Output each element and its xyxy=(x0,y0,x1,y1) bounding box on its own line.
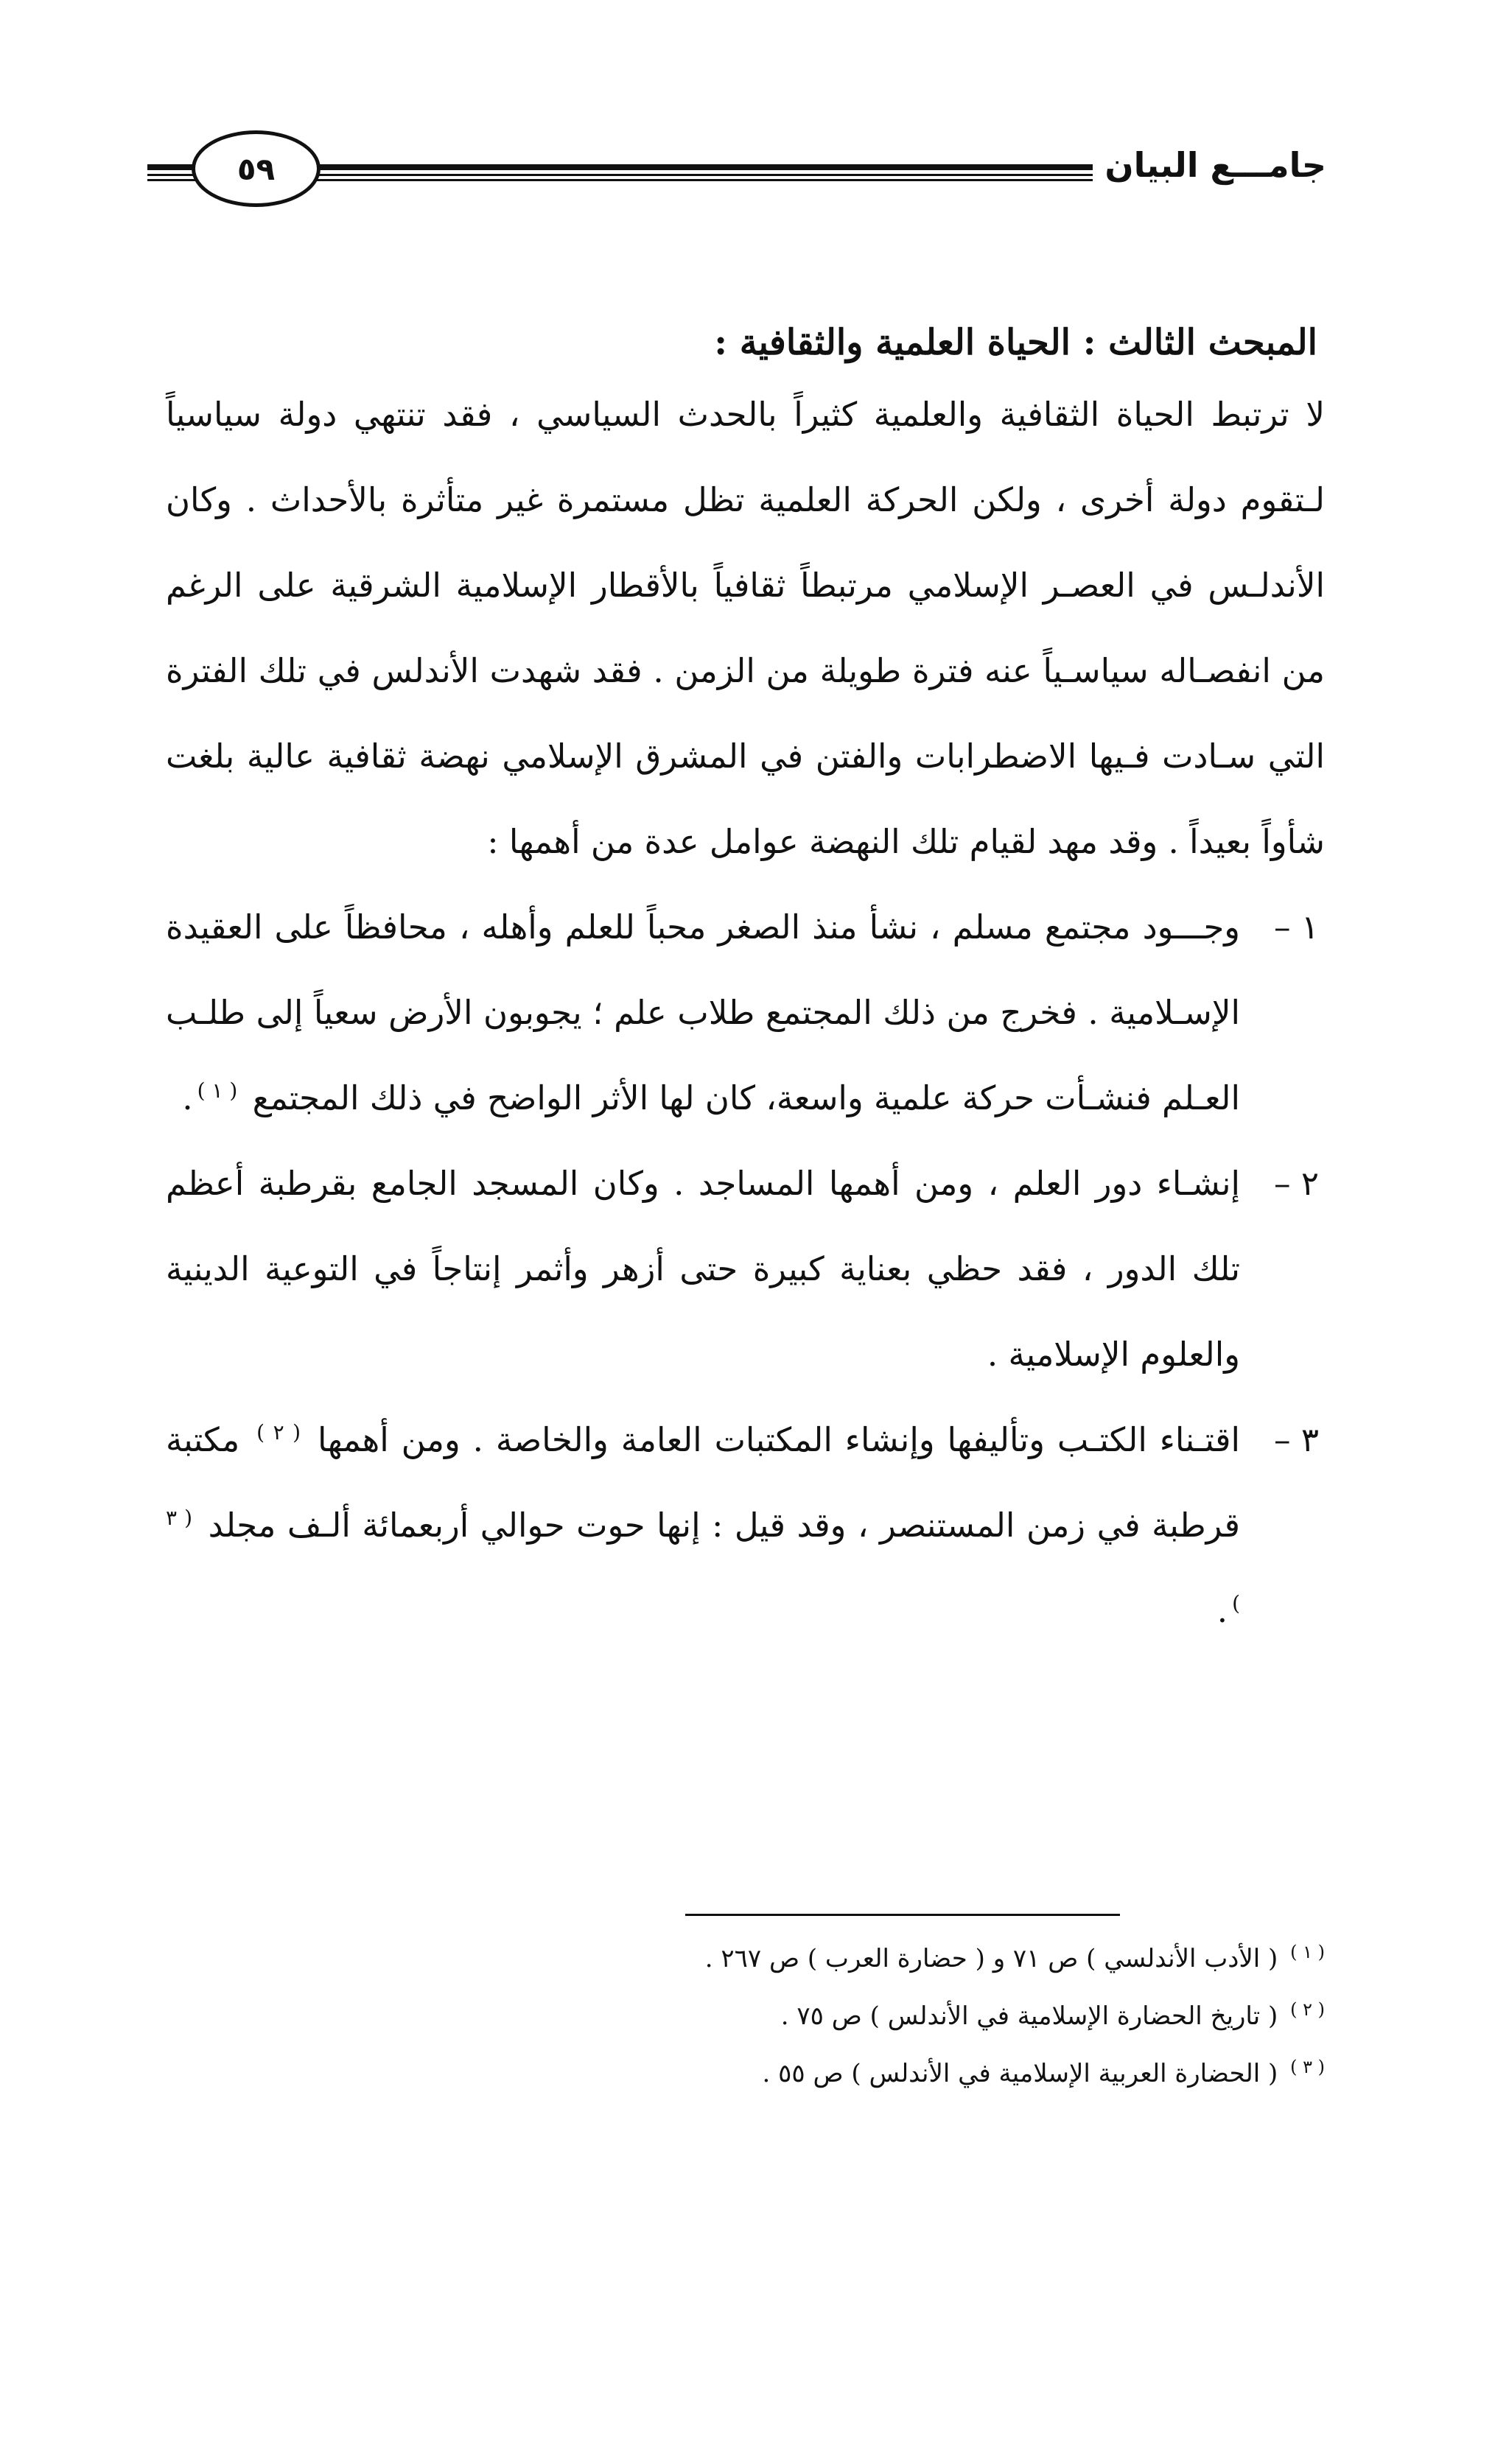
factors-list xyxy=(166,885,1325,1654)
list-item-text xyxy=(166,885,1240,1141)
list-item-body: اقتـناء الكتـب وتأليفها وإنشاء المكتبات العامة والخاصة . ومن أهمها xyxy=(318,1420,1241,1459)
page-header xyxy=(147,122,1326,225)
footnote-text: ( الأدب الأندلسي ) ص ٧١ و ( حضارة العرب ) ص ٢٦٧ . xyxy=(704,1944,1278,1973)
footnotes xyxy=(514,1930,1325,2102)
list-item xyxy=(166,1141,1325,1397)
footnote xyxy=(514,1930,1325,1987)
list-item-number: ١ – xyxy=(1274,908,1319,947)
section-heading: المبحث الثالث : الحياة العلمية والثقافية : xyxy=(714,322,1317,363)
footnote xyxy=(514,1987,1325,2045)
list-item-tail: . xyxy=(182,1078,193,1117)
footnote-text: ( تاريخ الحضارة الإسلامية في الأندلس ) ص ٧٥ . xyxy=(780,2001,1278,2031)
footnote-mark: ( ١ ) xyxy=(1290,1941,1325,1962)
footnote-text: ( الحضارة العربية الإسلامية في الأندلس ) ص ٥٥ . xyxy=(762,2059,1278,2088)
footnote-separator xyxy=(685,1914,1120,1916)
list-item-tail-end: . xyxy=(1216,1591,1228,1630)
intro-paragraph: لا ترتبط الحياة الثقافية والعلمية كثيراً بالحدث السياسي ، فقد تنتهي دولة سياسياً لـتقوم دولة أخرى ، ولكن الحركة العلمية تظل مستمرة غير متأثرة بالأحداث . وكان الأندلـس في العصـر الإسلامي مرتبطاً ثقافياً بالأقطار الإسلامية الشرقية على الرغم من انفصـاله سياسـياً عنه فترة طويلة من الزمن . فقد شهدت الأندلس في تلك الفترة التي سـادت فـيها الاضطرابات والفتن في المشرق الإسلامي نهضة ثقافية عالية بلغت شأواً بعيداً . وقد مهد لقيام تلك النهضة عوامل عدة من أهمها : xyxy=(166,395,1325,861)
list-item xyxy=(166,885,1325,1141)
list-item-text xyxy=(166,1141,1240,1397)
footnote-ref: ( ٢ ) xyxy=(256,1420,301,1445)
page-number: ٥٩ xyxy=(237,150,276,187)
main-content xyxy=(166,313,1325,1654)
list-item-number: ٢ – xyxy=(1274,1164,1319,1203)
footnote-ref: ( ١ ) xyxy=(197,1078,238,1103)
list-item xyxy=(166,1397,1325,1654)
list-item-body: وجـــود مجتمع مسلم ، نشأ منذ الصغر محباً للعلم وأهله ، محافظاً على العقيدة الإسـلامية . فخرج من ذلك المجتمع طلاب علم ؛ يجوبون الأرض سعياً إلى طلـب العـلم فنشـأت حركة علمية واسعة، كان لها الأثر الواضح في ذلك المجتمع xyxy=(166,908,1240,1117)
footnote-mark: ( ٢ ) xyxy=(1290,1998,1325,2020)
list-item-body: إنشـاء دور العلم ، ومن أهمها المساجد . وكان المسجد الجامع بقرطبة أعظم تلك الدور ، فقد حظي بعناية كبيرة حتى أزهر وأثمر إنتاجاً في التوعية الدينية والعلوم الإسلامية . xyxy=(166,1164,1240,1374)
footnote xyxy=(514,2045,1325,2102)
list-item-text xyxy=(166,1397,1240,1654)
list-item-tail: مكتبة قرطبة في زمن المستنصر ، وقد قيل : إنها حوت حوالي أربعمائة ألـف مجلد xyxy=(166,1420,1240,1545)
list-item-number: ٣ – xyxy=(1274,1420,1319,1459)
footnote-mark: ( ٣ ) xyxy=(1290,2056,1325,2077)
book-title: جامـــع البيان xyxy=(1093,145,1326,185)
footnote-ref: ( ٣ ) xyxy=(166,1506,1240,1615)
page-number-oval xyxy=(192,130,321,207)
